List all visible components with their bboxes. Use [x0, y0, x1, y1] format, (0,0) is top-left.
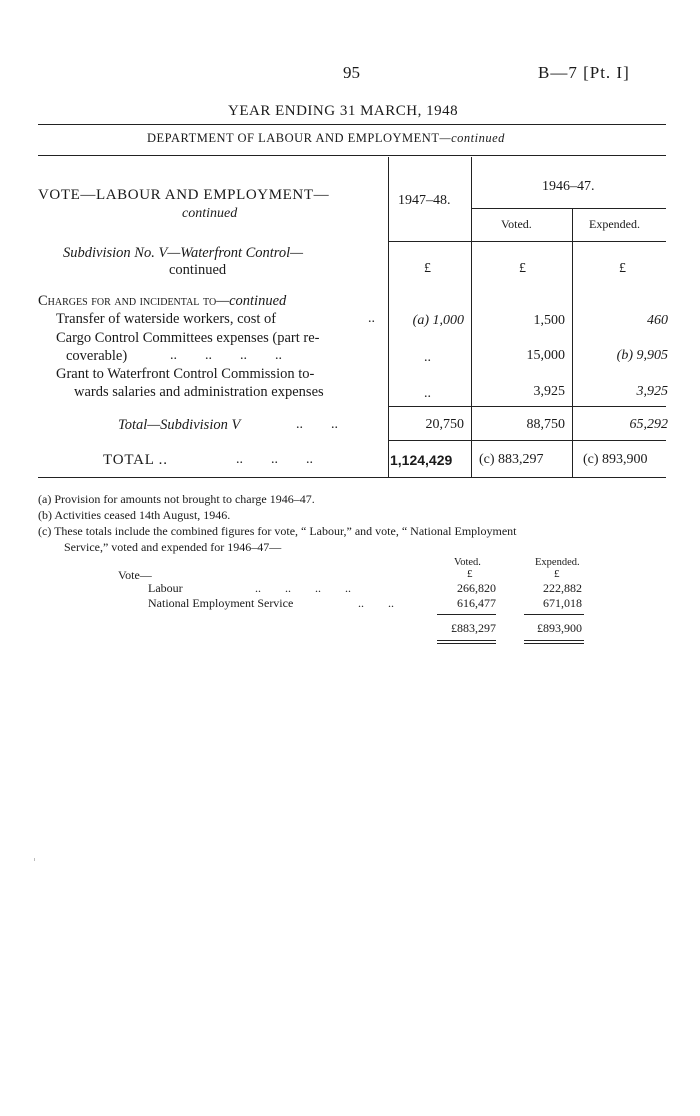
- currency-voted: £: [519, 261, 526, 276]
- row-transfer-label: Transfer of waterside workers, cost of: [56, 311, 277, 327]
- row-cargo-voted: 15,000: [526, 348, 565, 363]
- sub-total-double-rule-expended-1: [524, 640, 584, 641]
- subtotal-voted: 88,750: [526, 417, 565, 432]
- sub-vote-label: Vote—: [118, 568, 152, 582]
- table-col-divider-3: [572, 208, 573, 477]
- row-cargo-label: Cargo Control Committees expenses (part re-: [56, 330, 320, 346]
- grand-total-expended: [583, 452, 648, 468]
- sub-header-expended: Expended.: [535, 557, 580, 568]
- sub-total-double-rule-expended-2: [524, 643, 584, 644]
- page-reference: B—7 [Pt. I]: [538, 63, 630, 82]
- sub-row-nes-dots: .. ..: [358, 596, 394, 610]
- header-rule-bottom: [38, 155, 666, 156]
- row-transfer-voted: 1,500: [533, 313, 565, 328]
- row-cargo-1947: ..: [424, 350, 431, 365]
- column-header-voted: Voted.: [501, 217, 532, 231]
- subtotal-1947: 20,750: [425, 417, 464, 432]
- footnote-b: (b) Activities ceased 14th August, 1946.: [38, 508, 231, 522]
- subtotal-label: Total—Subdivision V: [118, 417, 241, 433]
- grand-total-voted-value: (c) 883,297: [479, 452, 544, 467]
- page-number: 95: [343, 63, 360, 82]
- sub-row-labour-voted: 266,820: [457, 581, 496, 595]
- row-grant-1947: ..: [424, 386, 431, 401]
- row-transfer-1947-value: (a) 1,000: [412, 313, 464, 328]
- row-grant-voted: 3,925: [533, 384, 565, 399]
- table-col-divider-2: [471, 157, 472, 477]
- row-grant-label: Grant to Waterfront Control Commission to-: [56, 366, 315, 382]
- grand-total-voted: [479, 452, 544, 468]
- column-header-expended: Expended.: [589, 217, 640, 231]
- sub-row-labour-dots: .. .. .. ..: [255, 581, 351, 595]
- table-subheader-rule: [471, 208, 666, 209]
- charges-heading-continued: —continued: [216, 293, 287, 309]
- vote-title: VOTE—LABOUR AND EMPLOYMENT—: [38, 187, 330, 203]
- currency-expended: £: [619, 261, 626, 276]
- column-header-1947: 1947–48.: [398, 193, 451, 208]
- sub-currency-voted: £: [467, 568, 473, 580]
- department-name: DEPARTMENT OF LABOUR AND EMPLOYMENT: [147, 131, 440, 145]
- vote-continued: continued: [182, 206, 238, 221]
- subdivision-continued: continued: [169, 262, 227, 278]
- sub-header-voted: Voted.: [454, 557, 481, 568]
- year-title: YEAR ENDING 31 MARCH, 1948: [228, 103, 459, 119]
- footnote-a: (a) Provision for amounts not brought to charge 1946–47.: [38, 492, 315, 506]
- department-title: [147, 131, 505, 146]
- sub-total-double-rule-voted-2: [437, 643, 496, 644]
- row-cargo-dots: .. .. .. ..: [170, 348, 282, 363]
- table-bottom-rule: [38, 477, 666, 478]
- column-header-1946: 1946–47.: [542, 179, 595, 194]
- header-rule-top: [38, 124, 666, 125]
- subdivision-title: Subdivision No. V—Waterfront Control—: [63, 245, 304, 261]
- sub-total-rule-voted: [437, 614, 496, 615]
- sub-total-voted: £883,297: [451, 621, 496, 635]
- grand-total-expended-value: (c) 893,900: [583, 452, 648, 467]
- scan-mark: [34, 858, 35, 861]
- subtotal-expended: 65,292: [629, 417, 668, 432]
- sub-row-labour-expended: 222,882: [543, 581, 582, 595]
- charges-heading: [38, 293, 286, 310]
- grand-total-1947: 1,124,429: [390, 452, 453, 468]
- row-cargo-label-line2: coverable): [66, 348, 128, 364]
- sub-total-expended: £893,900: [537, 621, 582, 635]
- row-cargo-expended: (b) 9,905: [616, 348, 668, 363]
- table-col-divider-1: [388, 157, 389, 477]
- footnote-c-line1: (c) These totals include the combined figures for vote, “ Labour,” and vote, “ National Employment: [38, 524, 517, 538]
- subtotal-dots: .. ..: [296, 417, 338, 432]
- department-continued: —continued: [439, 131, 505, 145]
- row-grant-label-line2: wards salaries and administration expenses: [74, 384, 324, 400]
- sub-row-labour-label: Labour: [148, 581, 183, 595]
- row-transfer-1947: [413, 313, 464, 329]
- sub-row-nes-voted: 616,477: [457, 596, 496, 610]
- sub-total-rule-expended: [524, 614, 584, 615]
- row-transfer-dots: ..: [368, 311, 375, 326]
- sub-total-double-rule-voted-1: [437, 640, 496, 641]
- table-subtotal-rule: [388, 406, 666, 407]
- sub-row-nes-expended: 671,018: [543, 596, 582, 610]
- footnote-c-line2: Service,” voted and expended for 1946–47—: [64, 540, 282, 554]
- charges-heading-text: Charges for and incidental to: [38, 293, 217, 309]
- grand-total-label: TOTAL ..: [103, 452, 168, 468]
- row-grant-expended: 3,925: [636, 384, 668, 399]
- table-header-rule: [388, 241, 666, 242]
- row-transfer-expended: 460: [647, 313, 668, 328]
- table-total-rule: [388, 440, 666, 441]
- sub-row-nes-label: National Employment Service: [148, 596, 294, 610]
- grand-total-dots: .. .. ..: [236, 452, 313, 467]
- sub-currency-expended: £: [554, 568, 560, 580]
- currency-1947: £: [424, 261, 431, 276]
